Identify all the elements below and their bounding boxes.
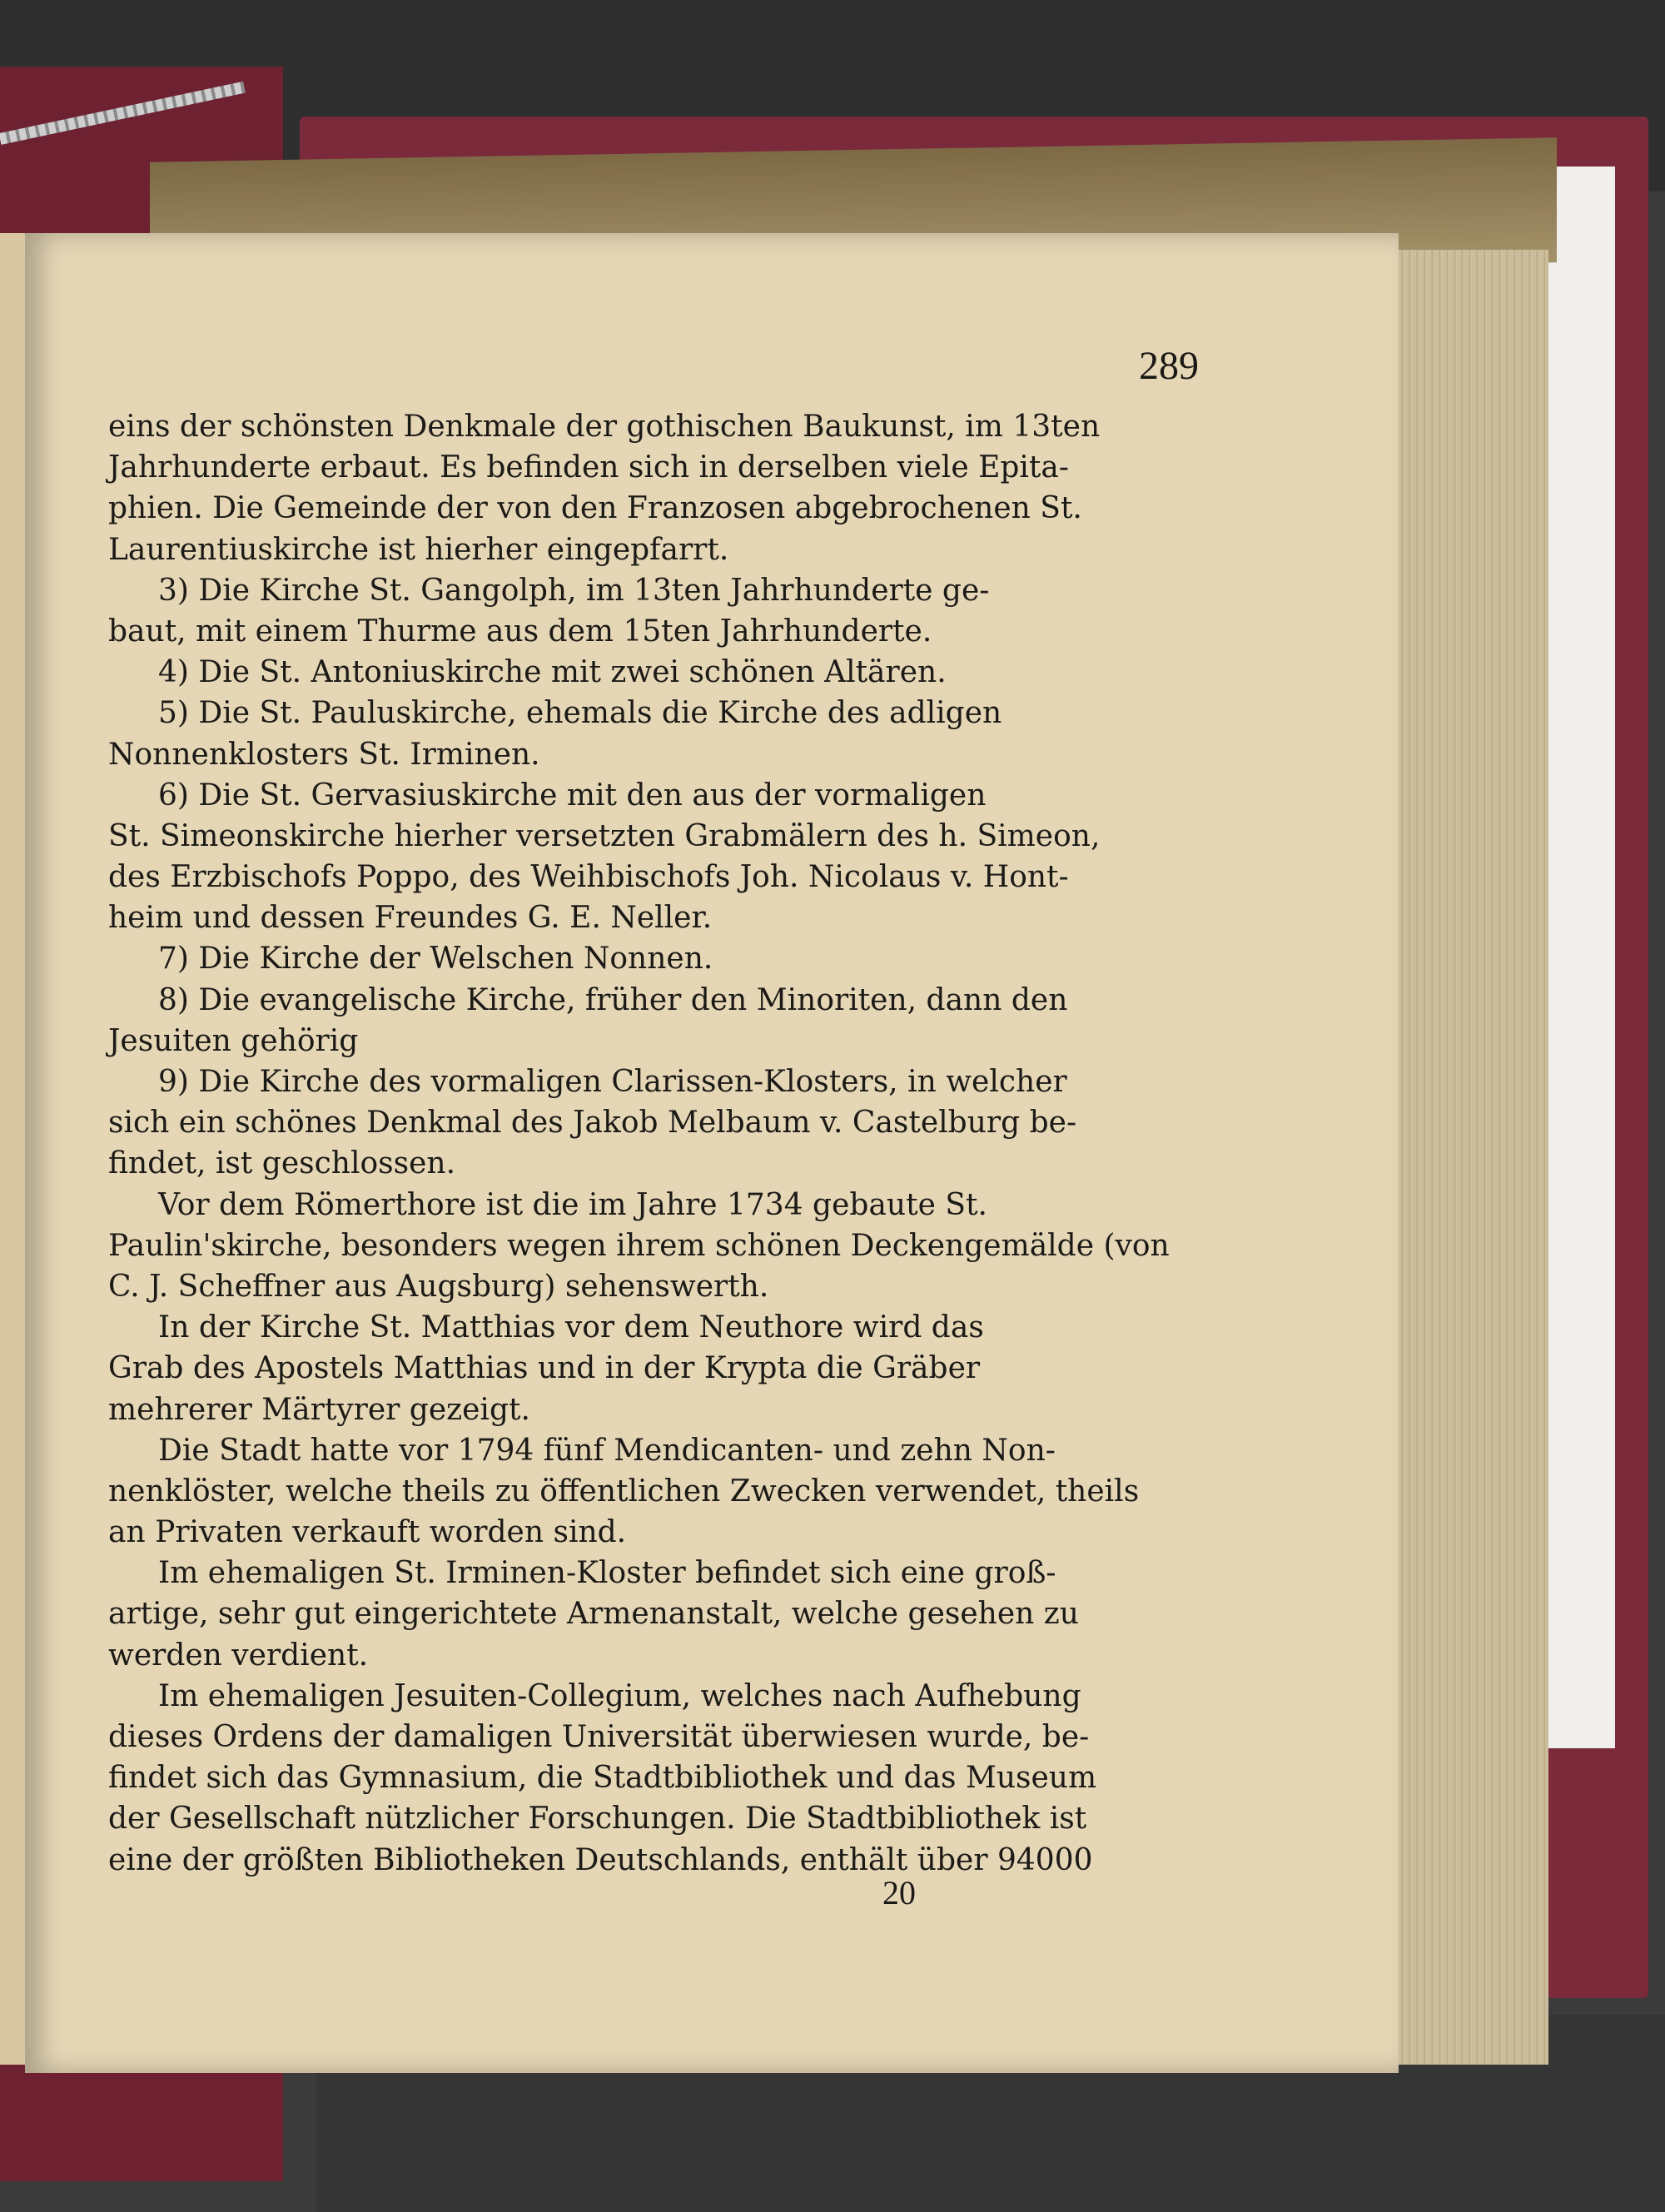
text-line: Laurentiuskirche ist hierher eingepfarrt. [108, 532, 729, 567]
text-line: Grab des Apostels Matthias und in der Krypta die Gräber [108, 1351, 981, 1386]
text-line: St. Simeonskirche hierher versetzten Grabmälern des h. Simeon, [108, 818, 1101, 853]
text-line: heim und dessen Freundes G. E. Neller. [108, 901, 713, 936]
page-edges-right [1382, 250, 1548, 2065]
text-line: Paulin'skirche, besonders wegen ihrem schönen Deckengemälde (von [108, 1228, 1170, 1263]
text-line: artige, sehr gut eingerichtete Armenanstalt, welche gesehen zu [108, 1597, 1079, 1632]
text-line: Jesuiten gehörig [108, 1023, 359, 1058]
text-line: 6) Die St. Gervasiuskirche mit den aus der vormaligen [158, 778, 987, 813]
text-line: mehrerer Märtyrer gezeigt. [108, 1392, 530, 1427]
text-line: 7) Die Kirche der Welschen Nonnen. [158, 942, 713, 977]
text-line: 8) Die evangelische Kirche, früher den Minoriten, dann den [158, 982, 1068, 1017]
text-line: 4) Die St. Antoniuskirche mit zwei schönen Altären. [158, 655, 947, 690]
text-line: Im ehemaligen St. Irminen-Kloster befindet sich eine groß- [158, 1556, 1056, 1591]
text-line: findet, ist geschlossen. [108, 1146, 456, 1181]
text-line: des Erzbischofs Poppo, des Weihbischofs Joh. Nicolaus v. Hont- [108, 860, 1069, 895]
text-line: 9) Die Kirche des vormaligen Clarissen-Klosters, in welcher [158, 1065, 1067, 1099]
text-line: sich ein schönes Denkmal des Jakob Melbaum v. Castelburg be- [108, 1106, 1077, 1141]
text-line: Nonnenklosters St. Irminen. [108, 737, 540, 772]
text-line: werden verdient. [108, 1638, 369, 1673]
text-line: findet sich das Gymnasium, die Stadtbibliothek und das Museum [108, 1761, 1097, 1796]
text-line: Im ehemaligen Jesuiten-Collegium, welches nach Aufhebung [158, 1678, 1081, 1713]
text-line: phien. Die Gemeinde der von den Franzosen abgebrochenen St. [108, 491, 1082, 526]
text-line: baut, mit einem Thurme aus dem 15ten Jahrhunderte. [108, 614, 932, 649]
text-line: eins der schönsten Denkmale der gothischen Baukunst, im 13ten [108, 410, 1101, 444]
page-number: 289 [1139, 344, 1199, 388]
text-line: der Gesellschaft nützlicher Forschungen. Die Stadtbibliothek ist [108, 1802, 1087, 1837]
text-line: Vor dem Römerthore ist die im Jahre 1734 gebaute St. [158, 1187, 987, 1222]
text-line: nenklöster, welche theils zu öffentlichen Zwecken verwendet, theils [108, 1474, 1140, 1509]
text-line: dieses Ordens der damaligen Universität überwiesen wurde, be- [108, 1720, 1090, 1754]
text-line: Die Stadt hatte vor 1794 fünf Mendicanten- und zehn Non- [158, 1433, 1056, 1468]
page-text [108, 406, 1207, 1881]
text-line: 5) Die St. Pauluskirche, ehemals die Kirche des adligen [158, 696, 1002, 731]
text-line: C. J. Scheffner aus Augsburg) sehenswerth. [108, 1269, 769, 1304]
text-line: eine der größten Bibliotheken Deutschlands, enthält über 94000 [108, 1842, 1093, 1877]
text-line: In der Kirche St. Matthias vor dem Neuthore wird das [158, 1310, 984, 1345]
text-line: an Privaten verkauft worden sind. [108, 1515, 627, 1550]
text-line: Jahrhunderte erbaut. Es befinden sich in derselben viele Epita- [108, 450, 1070, 485]
text-line: 3) Die Kirche St. Gangolph, im 13ten Jahrhunderte ge- [158, 573, 990, 608]
signature-mark: 20 [882, 1874, 916, 1911]
